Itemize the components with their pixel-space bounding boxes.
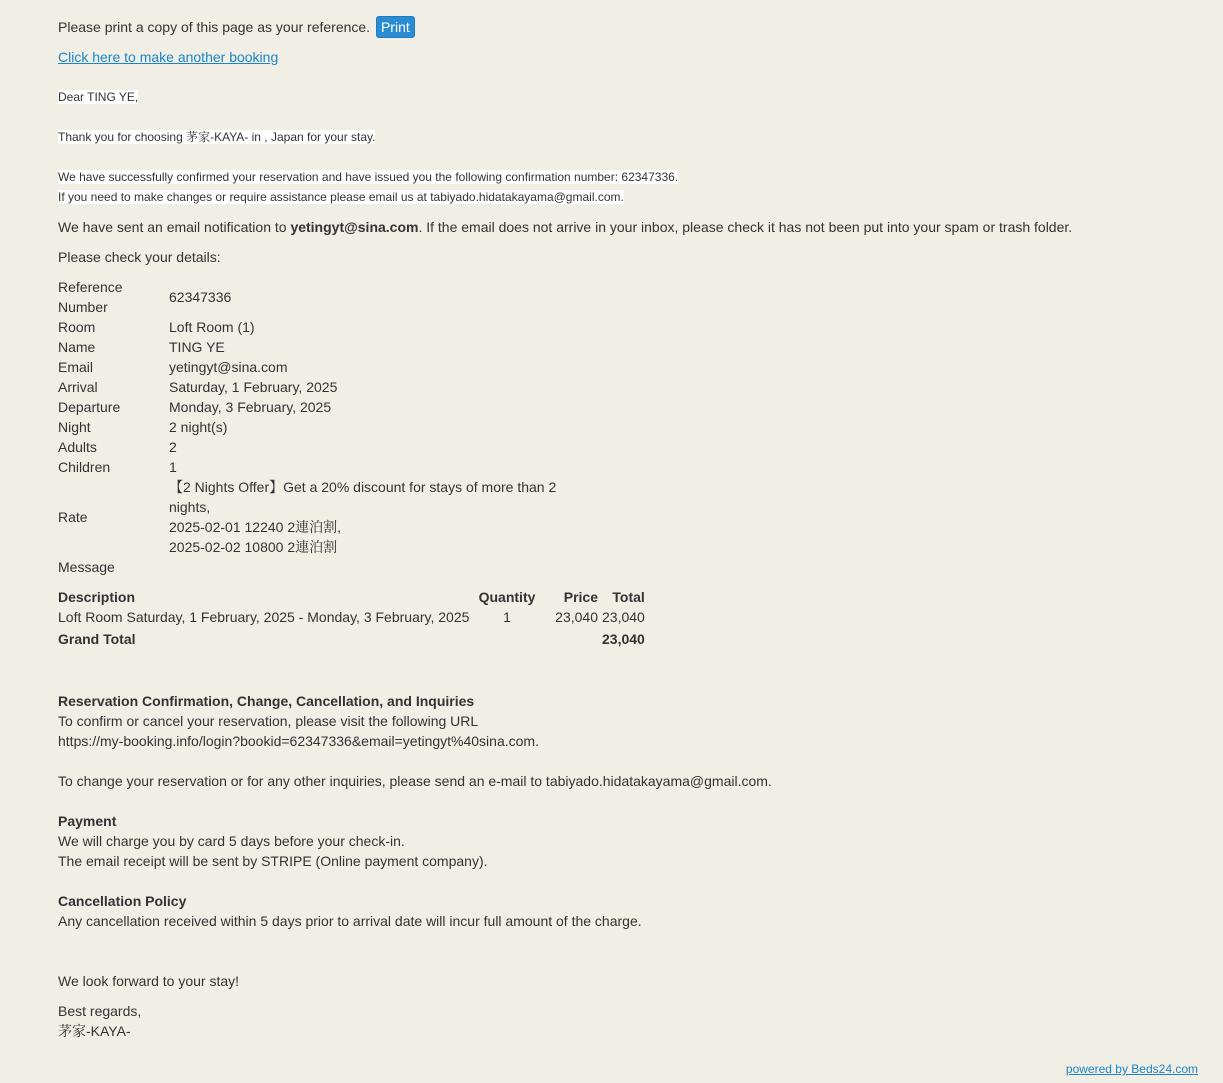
payment-line-2: The email receipt will be sent by STRIPE (Online payment company). [58, 853, 488, 869]
detail-row-rate [58, 477, 569, 557]
confirmed-text: We have successfully confirmed your reservation and have issued you the following confirmation number: 62347336. [58, 170, 679, 184]
quantity-header: Quantity [478, 589, 536, 605]
message-value [169, 557, 569, 577]
detail-row-message [58, 557, 569, 577]
departure-value: Monday, 3 February, 2025 [169, 399, 332, 415]
email-value: yetingyt@sina.com [169, 359, 288, 375]
detail-row-name [58, 337, 569, 357]
detail-row-adults [58, 437, 569, 457]
room-value: Loft Room (1) [169, 319, 255, 335]
reservation-inquiries-section [58, 691, 772, 931]
grand-total-row [58, 627, 645, 649]
print-prompt-text: Please print a copy of this page as your reference. [58, 19, 371, 35]
check-details-text: Please check your details: [58, 249, 221, 265]
thanks-text: Thank you for choosing 茅家-KAYA- in , Japan for your stay. [58, 130, 376, 144]
invoice-description: Loft Room Saturday, 1 February, 2025 - Monday, 3 February, 2025 [58, 609, 470, 625]
name-label: Name [58, 339, 96, 355]
payment-line-1: We will charge you by card 5 days before your check-in. [58, 833, 405, 849]
reservation-confirm-text: To confirm or cancel your reservation, please visit the following URL [58, 713, 479, 729]
children-label: Children [58, 459, 111, 475]
rate-line-2: nights, [169, 499, 211, 515]
rate-line-4: 2025-02-02 10800 2連泊割 [169, 539, 338, 555]
invoice-price: 23,040 [555, 609, 598, 625]
adults-value: 2 [169, 439, 177, 455]
detail-row-children [58, 457, 569, 477]
arrival-value: Saturday, 1 February, 2025 [169, 379, 338, 395]
price-header: Price [563, 589, 598, 605]
regards-text: Best regards, [58, 1003, 142, 1019]
booking-details-table [58, 277, 569, 577]
departure-label: Departure [58, 399, 121, 415]
email-notification-text: We have sent an email notification to yetingyt@sina.com. If the email does not arrive in your inbox, please check it has not been put into your spam or trash folder. [58, 219, 1073, 235]
grand-total-label: Grand Total [58, 631, 136, 647]
invoice-quantity: 1 [503, 609, 511, 625]
reference-value: 62347336 [169, 289, 232, 305]
name-value: TING YE [169, 339, 225, 355]
detail-row-reference [58, 277, 569, 317]
greeting: Dear TING YE, [58, 90, 139, 104]
description-header: Description [58, 589, 136, 605]
print-button[interactable]: Print [376, 16, 415, 38]
grand-total-value: 23,040 [602, 631, 645, 647]
assistance-text: If you need to make changes or require assistance please email us at tabiyado.hidatakayama@gmail.com. [58, 190, 624, 204]
payment-title: Payment [58, 813, 117, 829]
detail-row-room [58, 317, 569, 337]
message-label: Message [58, 559, 115, 575]
reservation-inquiries-title: Reservation Confirmation, Change, Cancellation, and Inquiries [58, 693, 475, 709]
rate-label: Rate [58, 509, 88, 525]
night-label: Night [58, 419, 91, 435]
invoice-total: 23,040 [602, 609, 645, 625]
adults-label: Adults [58, 439, 97, 455]
detail-row-arrival [58, 377, 569, 397]
print-prompt-line [58, 16, 415, 38]
rate-line-3: 2025-02-01 12240 2連泊割, [169, 519, 341, 535]
another-booking-link[interactable]: Click here to make another booking [58, 49, 279, 65]
detail-row-email [58, 357, 569, 377]
email-label: Email [58, 359, 94, 375]
reference-label: Reference Number [58, 279, 123, 315]
signature: 茅家-KAYA- [58, 1023, 131, 1039]
rate-value [169, 477, 569, 557]
arrival-label: Arrival [58, 379, 98, 395]
powered-by-link[interactable]: powered by Beds24.com [1065, 1062, 1198, 1076]
cancellation-title: Cancellation Policy [58, 893, 187, 909]
night-value: 2 night(s) [169, 419, 228, 435]
invoice-row [58, 607, 645, 627]
invoice-table [58, 587, 645, 649]
look-forward-text: We look forward to your stay! [58, 973, 240, 989]
reservation-url: https://my-booking.info/login?bookid=62347336&email=yetingyt%40sina.com. [58, 733, 539, 749]
total-header: Total [612, 589, 645, 605]
detail-row-night [58, 417, 569, 437]
cancellation-text: Any cancellation received within 5 days prior to arrival date will incur full amount of the charge. [58, 913, 642, 929]
notification-email: yetingyt@sina.com [290, 219, 419, 235]
children-value: 1 [169, 459, 177, 475]
reservation-change-text: To change your reservation or for any other inquiries, please send an e-mail to tabiyado.hidatakayama@gmail.com. [58, 773, 772, 789]
room-label: Room [58, 319, 96, 335]
rate-line-1: 【2 Nights Offer】Get a 20% discount for stays of more than 2 [169, 479, 557, 495]
detail-row-departure [58, 397, 569, 417]
invoice-header-row [58, 587, 645, 607]
